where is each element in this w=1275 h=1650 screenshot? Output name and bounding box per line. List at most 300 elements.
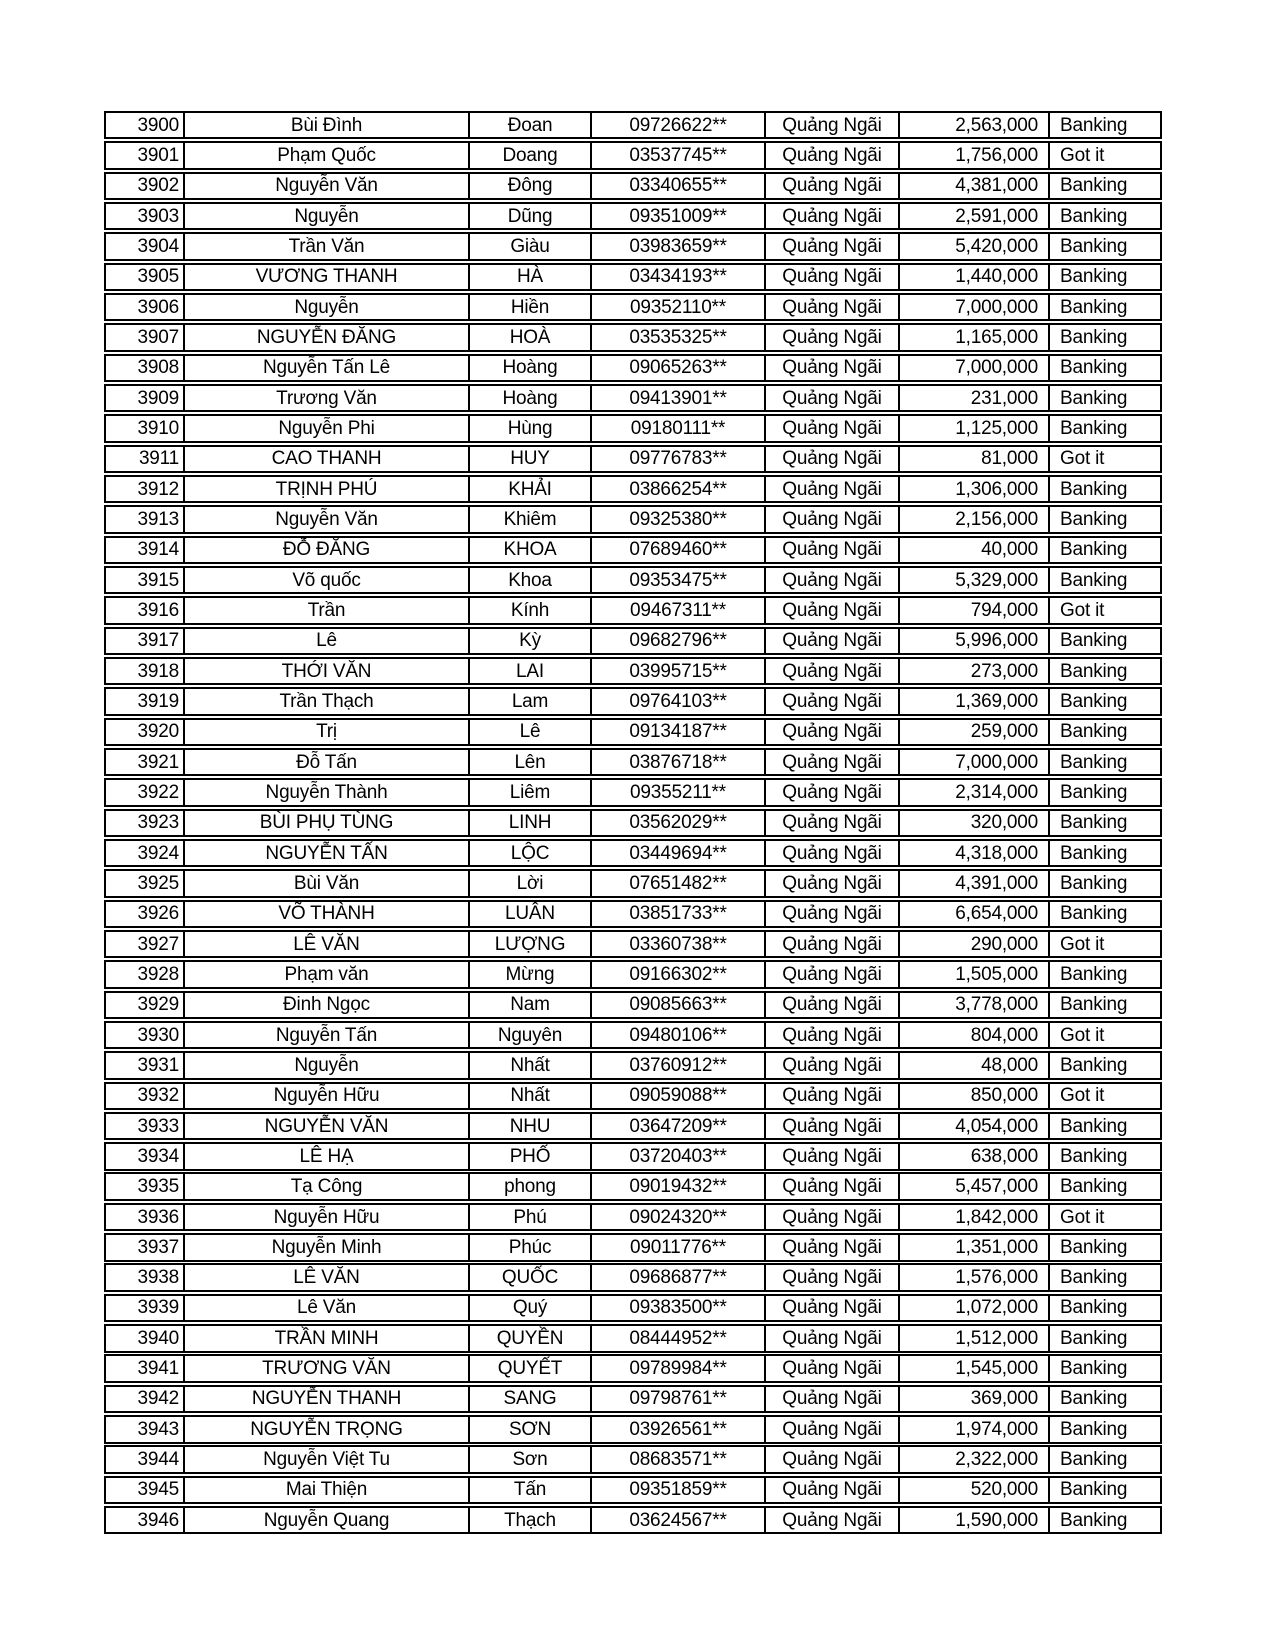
- province-cell: Quảng Ngãi: [764, 234, 898, 258]
- phone-cell: 09383500**: [590, 1296, 764, 1320]
- amount-cell: 2,322,000: [898, 1447, 1048, 1471]
- province-cell: Quảng Ngãi: [764, 629, 898, 653]
- phone-cell: 07651482**: [590, 871, 764, 895]
- phone-cell: 03449694**: [590, 841, 764, 865]
- status-cell: Banking: [1048, 356, 1159, 380]
- table-row: [104, 657, 1162, 685]
- last-name-cell: Nhất: [468, 1084, 590, 1108]
- phone-cell: 09085663**: [590, 993, 764, 1017]
- status-cell: Banking: [1048, 1417, 1159, 1441]
- last-name-cell: Hoàng: [468, 386, 590, 410]
- last-name-cell: Giàu: [468, 234, 590, 258]
- status-cell: Banking: [1048, 659, 1159, 683]
- status-cell: Banking: [1048, 811, 1159, 835]
- last-name-cell: SƠN: [468, 1417, 590, 1441]
- amount-cell: 638,000: [898, 1144, 1048, 1168]
- last-name-cell: Phú: [468, 1205, 590, 1229]
- amount-cell: 4,318,000: [898, 841, 1048, 865]
- table-row: [104, 475, 1162, 503]
- phone-cell: 09776783**: [590, 447, 764, 471]
- amount-cell: 1,125,000: [898, 416, 1048, 440]
- phone-cell: 09325380**: [590, 507, 764, 531]
- province-cell: Quảng Ngãi: [764, 871, 898, 895]
- status-cell: Banking: [1048, 1326, 1159, 1350]
- last-name-cell: Khiêm: [468, 507, 590, 531]
- first-name-cell: NGUYỄN VĂN: [183, 1114, 468, 1138]
- phone-cell: 08683571**: [590, 1447, 764, 1471]
- status-cell: Banking: [1048, 477, 1159, 501]
- status-cell: Banking: [1048, 902, 1159, 926]
- province-cell: Quảng Ngãi: [764, 1144, 898, 1168]
- phone-cell: 03537745**: [590, 143, 764, 167]
- status-cell: Banking: [1048, 113, 1159, 137]
- status-cell: Banking: [1048, 1387, 1159, 1411]
- province-cell: Quảng Ngãi: [764, 750, 898, 774]
- first-name-cell: Nguyễn Thành: [183, 780, 468, 804]
- table-row: [104, 566, 1162, 594]
- amount-cell: 1,576,000: [898, 1265, 1048, 1289]
- last-name-cell: KHOA: [468, 538, 590, 562]
- first-name-cell: Nguyễn Tấn Lê: [183, 356, 468, 380]
- status-cell: Banking: [1048, 1174, 1159, 1198]
- table-row: [104, 718, 1162, 746]
- phone-cell: 03851733**: [590, 902, 764, 926]
- first-name-cell: Trương Văn: [183, 386, 468, 410]
- status-cell: Banking: [1048, 689, 1159, 713]
- amount-cell: 5,329,000: [898, 568, 1048, 592]
- id-cell: 3946: [137, 1509, 179, 1531]
- first-name-cell: LÊ VĂN: [183, 1265, 468, 1289]
- phone-cell: 09789984**: [590, 1356, 764, 1380]
- table-row: [104, 384, 1162, 412]
- status-cell: Banking: [1048, 962, 1159, 986]
- table-row: [104, 1294, 1162, 1322]
- id-cell: 3908: [137, 357, 179, 379]
- status-cell: Banking: [1048, 1053, 1159, 1077]
- id-cell: 3928: [137, 963, 179, 985]
- phone-cell: 09180111**: [590, 416, 764, 440]
- id-cell: 3941: [137, 1358, 179, 1380]
- amount-cell: 259,000: [898, 720, 1048, 744]
- phone-cell: 03995715**: [590, 659, 764, 683]
- table-row: [104, 1385, 1162, 1413]
- phone-cell: 09065263**: [590, 356, 764, 380]
- table-row: [104, 536, 1162, 564]
- phone-cell: 03624567**: [590, 1508, 764, 1532]
- province-cell: Quảng Ngãi: [764, 568, 898, 592]
- last-name-cell: QUYẾT: [468, 1356, 590, 1380]
- last-name-cell: Lê: [468, 720, 590, 744]
- status-cell: Banking: [1048, 325, 1159, 349]
- amount-cell: 2,314,000: [898, 780, 1048, 804]
- last-name-cell: Hiền: [468, 295, 590, 319]
- last-name-cell: Thạch: [468, 1508, 590, 1532]
- id-cell: 3921: [137, 751, 179, 773]
- id-cell: 3918: [137, 660, 179, 682]
- last-name-cell: Đoan: [468, 113, 590, 137]
- id-cell: 3910: [137, 417, 179, 439]
- status-cell: Banking: [1048, 841, 1159, 865]
- status-cell: Banking: [1048, 234, 1159, 258]
- table-row: [104, 1233, 1162, 1261]
- province-cell: Quảng Ngãi: [764, 689, 898, 713]
- first-name-cell: CAO THANH: [183, 447, 468, 471]
- records-table: [104, 111, 1162, 1536]
- id-cell: 3914: [137, 539, 179, 561]
- amount-cell: 7,000,000: [898, 750, 1048, 774]
- last-name-cell: HOÀ: [468, 325, 590, 349]
- province-cell: Quảng Ngãi: [764, 1265, 898, 1289]
- id-cell: 3920: [137, 721, 179, 743]
- last-name-cell: Đông: [468, 174, 590, 198]
- table-row: [104, 111, 1162, 139]
- amount-cell: 5,420,000: [898, 234, 1048, 258]
- amount-cell: 520,000: [898, 1478, 1048, 1502]
- status-cell: Banking: [1048, 1508, 1159, 1532]
- last-name-cell: Hoàng: [468, 356, 590, 380]
- table-row: [104, 293, 1162, 321]
- last-name-cell: Nam: [468, 993, 590, 1017]
- status-cell: Banking: [1048, 750, 1159, 774]
- amount-cell: 320,000: [898, 811, 1048, 835]
- id-cell: 3943: [137, 1418, 179, 1440]
- first-name-cell: Mai Thiện: [183, 1478, 468, 1502]
- last-name-cell: Kính: [468, 598, 590, 622]
- province-cell: Quảng Ngãi: [764, 204, 898, 228]
- first-name-cell: TRỊNH PHÚ: [183, 477, 468, 501]
- province-cell: Quảng Ngãi: [764, 265, 898, 289]
- province-cell: Quảng Ngãi: [764, 1387, 898, 1411]
- phone-cell: 09351009**: [590, 204, 764, 228]
- province-cell: Quảng Ngãi: [764, 1326, 898, 1350]
- first-name-cell: Nguyễn Quang: [183, 1508, 468, 1532]
- phone-cell: 03562029**: [590, 811, 764, 835]
- first-name-cell: Bùi Đình: [183, 113, 468, 137]
- status-cell: Got it: [1048, 447, 1159, 471]
- first-name-cell: Tạ Công: [183, 1174, 468, 1198]
- amount-cell: 5,457,000: [898, 1174, 1048, 1198]
- province-cell: Quảng Ngãi: [764, 1508, 898, 1532]
- first-name-cell: Phạm Quốc: [183, 143, 468, 167]
- amount-cell: 3,778,000: [898, 993, 1048, 1017]
- phone-cell: 09352110**: [590, 295, 764, 319]
- province-cell: Quảng Ngãi: [764, 507, 898, 531]
- table-row: [104, 1354, 1162, 1382]
- first-name-cell: BÙI PHỤ TÙNG: [183, 811, 468, 835]
- id-cell: 3919: [137, 690, 179, 712]
- first-name-cell: Trần Thạch: [183, 689, 468, 713]
- status-cell: Banking: [1048, 1447, 1159, 1471]
- first-name-cell: VÕ THÀNH: [183, 902, 468, 926]
- table-row: [104, 202, 1162, 230]
- phone-cell: 09686877**: [590, 1265, 764, 1289]
- status-cell: Banking: [1048, 416, 1159, 440]
- province-cell: Quảng Ngãi: [764, 1023, 898, 1047]
- amount-cell: 40,000: [898, 538, 1048, 562]
- province-cell: Quảng Ngãi: [764, 659, 898, 683]
- phone-cell: 08444952**: [590, 1326, 764, 1350]
- phone-cell: 09351859**: [590, 1478, 764, 1502]
- amount-cell: 273,000: [898, 659, 1048, 683]
- province-cell: Quảng Ngãi: [764, 1417, 898, 1441]
- amount-cell: 290,000: [898, 932, 1048, 956]
- first-name-cell: LÊ HẠ: [183, 1144, 468, 1168]
- table-row: [104, 1082, 1162, 1110]
- first-name-cell: Nguyễn Việt Tu: [183, 1447, 468, 1471]
- phone-cell: 03535325**: [590, 325, 764, 349]
- amount-cell: 4,391,000: [898, 871, 1048, 895]
- status-cell: Got it: [1048, 1023, 1159, 1047]
- phone-cell: 03340655**: [590, 174, 764, 198]
- status-cell: Got it: [1048, 143, 1159, 167]
- amount-cell: 1,165,000: [898, 325, 1048, 349]
- id-cell: 3936: [137, 1206, 179, 1228]
- first-name-cell: Nguyễn: [183, 295, 468, 319]
- id-cell: 3902: [137, 175, 179, 197]
- table-row: [104, 445, 1162, 473]
- first-name-cell: Nguyễn: [183, 204, 468, 228]
- id-cell: 3929: [137, 994, 179, 1016]
- id-cell: 3935: [137, 1176, 179, 1198]
- status-cell: Banking: [1048, 568, 1159, 592]
- amount-cell: 48,000: [898, 1053, 1048, 1077]
- last-name-cell: Khoa: [468, 568, 590, 592]
- id-cell: 3900: [137, 114, 179, 136]
- amount-cell: 1,505,000: [898, 962, 1048, 986]
- status-cell: Banking: [1048, 1144, 1159, 1168]
- phone-cell: 09059088**: [590, 1084, 764, 1108]
- status-cell: Banking: [1048, 265, 1159, 289]
- phone-cell: 03876718**: [590, 750, 764, 774]
- last-name-cell: Nguyên: [468, 1023, 590, 1047]
- first-name-cell: LÊ VĂN: [183, 932, 468, 956]
- table-row: [104, 1506, 1162, 1534]
- province-cell: Quảng Ngãi: [764, 902, 898, 926]
- id-cell: 3913: [137, 508, 179, 530]
- province-cell: Quảng Ngãi: [764, 993, 898, 1017]
- id-cell: 3911: [138, 448, 179, 470]
- first-name-cell: Đinh Ngọc: [183, 993, 468, 1017]
- amount-cell: 2,563,000: [898, 113, 1048, 137]
- amount-cell: 1,440,000: [898, 265, 1048, 289]
- phone-cell: 03360738**: [590, 932, 764, 956]
- last-name-cell: Kỳ: [468, 629, 590, 653]
- id-cell: 3906: [137, 296, 179, 318]
- first-name-cell: Trị: [183, 720, 468, 744]
- status-cell: Banking: [1048, 871, 1159, 895]
- first-name-cell: NGUYỄN TẤN: [183, 841, 468, 865]
- table-row: [104, 748, 1162, 776]
- first-name-cell: Phạm văn: [183, 962, 468, 986]
- last-name-cell: LƯỢNG: [468, 932, 590, 956]
- amount-cell: 850,000: [898, 1084, 1048, 1108]
- province-cell: Quảng Ngãi: [764, 477, 898, 501]
- last-name-cell: Dũng: [468, 204, 590, 228]
- table-row: [104, 354, 1162, 382]
- first-name-cell: NGUYỄN TRỌNG: [183, 1417, 468, 1441]
- phone-cell: 09166302**: [590, 962, 764, 986]
- table-row: [104, 1476, 1162, 1504]
- phone-cell: 07689460**: [590, 538, 764, 562]
- amount-cell: 81,000: [898, 447, 1048, 471]
- id-cell: 3934: [137, 1145, 179, 1167]
- province-cell: Quảng Ngãi: [764, 174, 898, 198]
- first-name-cell: TRƯƠNG VĂN: [183, 1356, 468, 1380]
- id-cell: 3915: [137, 569, 179, 591]
- phone-cell: 03720403**: [590, 1144, 764, 1168]
- first-name-cell: THỚI VĂN: [183, 659, 468, 683]
- status-cell: Banking: [1048, 1478, 1159, 1502]
- last-name-cell: Lời: [468, 871, 590, 895]
- table-row: [104, 778, 1162, 806]
- id-cell: 3917: [137, 630, 179, 652]
- amount-cell: 1,351,000: [898, 1235, 1048, 1259]
- id-cell: 3909: [137, 387, 179, 409]
- table-row: [104, 687, 1162, 715]
- amount-cell: 5,996,000: [898, 629, 1048, 653]
- status-cell: Banking: [1048, 174, 1159, 198]
- province-cell: Quảng Ngãi: [764, 932, 898, 956]
- id-cell: 3903: [137, 205, 179, 227]
- status-cell: Got it: [1048, 598, 1159, 622]
- amount-cell: 794,000: [898, 598, 1048, 622]
- id-cell: 3932: [137, 1085, 179, 1107]
- status-cell: Banking: [1048, 386, 1159, 410]
- last-name-cell: Nhất: [468, 1053, 590, 1077]
- amount-cell: 1,369,000: [898, 689, 1048, 713]
- phone-cell: 09467311**: [590, 598, 764, 622]
- id-cell: 3930: [137, 1024, 179, 1046]
- status-cell: Got it: [1048, 932, 1159, 956]
- amount-cell: 1,072,000: [898, 1296, 1048, 1320]
- last-name-cell: Quý: [468, 1296, 590, 1320]
- province-cell: Quảng Ngãi: [764, 1053, 898, 1077]
- status-cell: Got it: [1048, 1205, 1159, 1229]
- amount-cell: 7,000,000: [898, 356, 1048, 380]
- table-row: [104, 1051, 1162, 1079]
- first-name-cell: Nguyễn: [183, 1053, 468, 1077]
- province-cell: Quảng Ngãi: [764, 143, 898, 167]
- province-cell: Quảng Ngãi: [764, 295, 898, 319]
- status-cell: Banking: [1048, 204, 1159, 228]
- id-cell: 3916: [137, 599, 179, 621]
- phone-cell: 09355211**: [590, 780, 764, 804]
- last-name-cell: Mừng: [468, 962, 590, 986]
- status-cell: Banking: [1048, 1265, 1159, 1289]
- table-row: [104, 1172, 1162, 1200]
- phone-cell: 09134187**: [590, 720, 764, 744]
- phone-cell: 09011776**: [590, 1235, 764, 1259]
- amount-cell: 1,545,000: [898, 1356, 1048, 1380]
- last-name-cell: LAI: [468, 659, 590, 683]
- first-name-cell: Nguyễn Phi: [183, 416, 468, 440]
- status-cell: Banking: [1048, 993, 1159, 1017]
- status-cell: Banking: [1048, 295, 1159, 319]
- amount-cell: 231,000: [898, 386, 1048, 410]
- amount-cell: 1,974,000: [898, 1417, 1048, 1441]
- amount-cell: 1,590,000: [898, 1508, 1048, 1532]
- province-cell: Quảng Ngãi: [764, 598, 898, 622]
- last-name-cell: QUYỀN: [468, 1326, 590, 1350]
- table-row: [104, 900, 1162, 928]
- first-name-cell: Lê: [183, 629, 468, 653]
- id-cell: 3907: [137, 326, 179, 348]
- province-cell: Quảng Ngãi: [764, 1174, 898, 1198]
- province-cell: Quảng Ngãi: [764, 325, 898, 349]
- id-cell: 3904: [137, 236, 179, 257]
- table-row: [104, 505, 1162, 533]
- last-name-cell: Tấn: [468, 1478, 590, 1502]
- first-name-cell: Nguyễn Văn: [183, 507, 468, 531]
- last-name-cell: QUỐC: [468, 1265, 590, 1289]
- province-cell: Quảng Ngãi: [764, 538, 898, 562]
- table-row: [104, 869, 1162, 897]
- id-cell: 3924: [137, 842, 179, 864]
- table-row: [104, 991, 1162, 1019]
- amount-cell: 804,000: [898, 1023, 1048, 1047]
- id-cell: 3937: [137, 1236, 179, 1258]
- first-name-cell: Trần Văn: [183, 234, 468, 258]
- id-cell: 3938: [137, 1267, 179, 1289]
- province-cell: Quảng Ngãi: [764, 962, 898, 986]
- id-cell: 3939: [137, 1297, 179, 1319]
- last-name-cell: PHỐ: [468, 1144, 590, 1168]
- last-name-cell: Hùng: [468, 416, 590, 440]
- id-cell: 3912: [137, 478, 179, 500]
- status-cell: Banking: [1048, 1114, 1159, 1138]
- first-name-cell: VƯƠNG THANH: [183, 265, 468, 289]
- table-row: [104, 1415, 1162, 1443]
- first-name-cell: TRẦN MINH: [183, 1326, 468, 1350]
- table-row: [104, 1021, 1162, 1049]
- province-cell: Quảng Ngãi: [764, 1084, 898, 1108]
- first-name-cell: Lê Văn: [183, 1296, 468, 1320]
- first-name-cell: Nguyễn Hữu: [183, 1205, 468, 1229]
- status-cell: Banking: [1048, 720, 1159, 744]
- phone-cell: 09024320**: [590, 1205, 764, 1229]
- table-row: [104, 414, 1162, 442]
- id-cell: 3944: [137, 1449, 179, 1471]
- first-name-cell: Nguyễn Hữu: [183, 1084, 468, 1108]
- phone-cell: 03866254**: [590, 477, 764, 501]
- table-row: [104, 1263, 1162, 1291]
- amount-cell: 4,054,000: [898, 1114, 1048, 1138]
- table-row: [104, 323, 1162, 351]
- last-name-cell: Doang: [468, 143, 590, 167]
- first-name-cell: Nguyễn Minh: [183, 1235, 468, 1259]
- first-name-cell: NGUYỄN THANH: [183, 1387, 468, 1411]
- table-row: [104, 1203, 1162, 1231]
- province-cell: Quảng Ngãi: [764, 780, 898, 804]
- status-cell: Banking: [1048, 1296, 1159, 1320]
- status-cell: Banking: [1048, 780, 1159, 804]
- amount-cell: 2,591,000: [898, 204, 1048, 228]
- province-cell: Quảng Ngãi: [764, 1296, 898, 1320]
- phone-cell: 03647209**: [590, 1114, 764, 1138]
- last-name-cell: LỘC: [468, 841, 590, 865]
- last-name-cell: Sơn: [468, 1447, 590, 1471]
- province-cell: Quảng Ngãi: [764, 811, 898, 835]
- id-cell: 3942: [137, 1388, 179, 1410]
- last-name-cell: KHẢI: [468, 477, 590, 501]
- amount-cell: 2,156,000: [898, 507, 1048, 531]
- table-row: [104, 232, 1162, 260]
- table-row: [104, 930, 1162, 958]
- province-cell: Quảng Ngãi: [764, 386, 898, 410]
- phone-cell: 09019432**: [590, 1174, 764, 1198]
- first-name-cell: Nguyễn Văn: [183, 174, 468, 198]
- phone-cell: 09682796**: [590, 629, 764, 653]
